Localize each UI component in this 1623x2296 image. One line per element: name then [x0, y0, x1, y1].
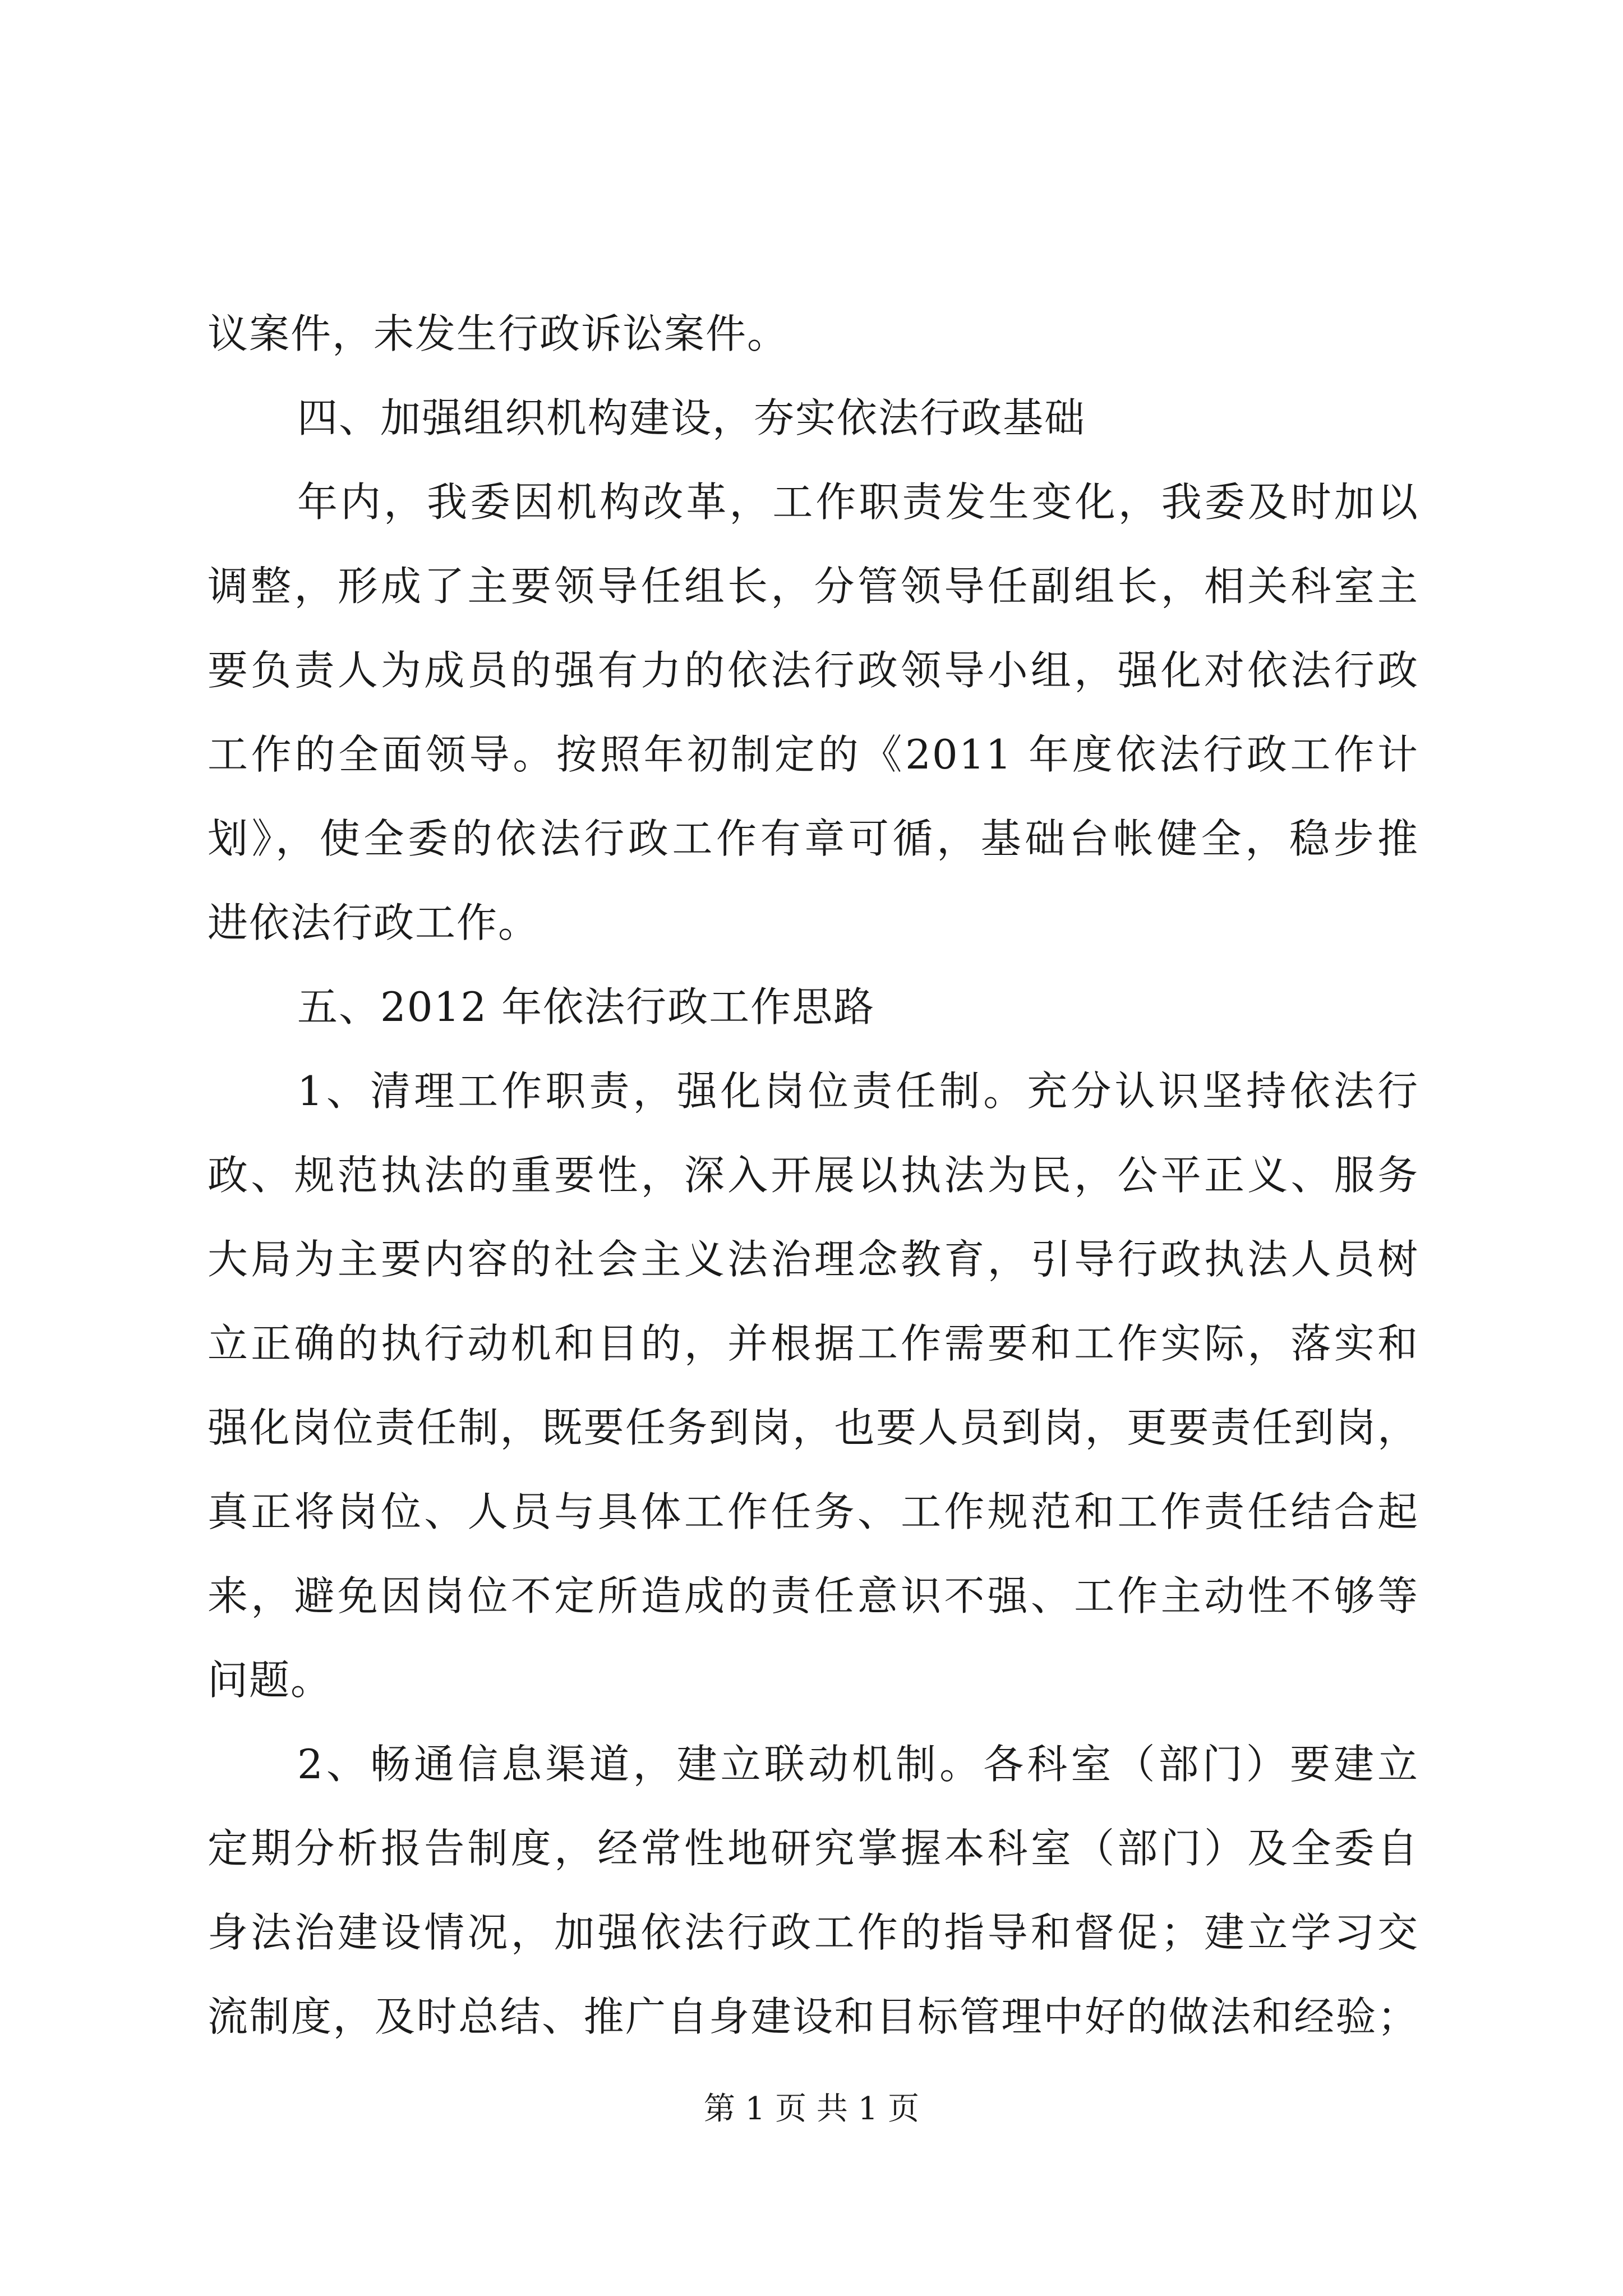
- document-body: [208, 292, 1419, 2059]
- paragraph-line: 1、清理工作职责，强化岗位责任制。充分认识坚持依法行: [297, 1068, 1419, 1115]
- paragraph-line: 年内，我委因机构改革，工作职责发生变化，我委及时加以: [297, 478, 1419, 526]
- paragraph-line: 进依法行政工作。: [208, 899, 540, 946]
- paragraph-line: 议案件，未发生行政诉讼案件。: [208, 310, 789, 357]
- paragraph-line: 调整，形成了主要领导任组长，分管领导任副组长，相关科室主: [208, 563, 1419, 610]
- paragraph-line: 政、规范执法的重要性，深入开展以执法为民，公平正义、服务: [208, 1152, 1419, 1199]
- paragraph-line: 大局为主要内容的社会主义法治理念教育，引导行政执法人员树: [208, 1236, 1419, 1283]
- section-heading: 四、加强组织机构建设，夯实依法行政基础: [297, 394, 1086, 441]
- section-heading: 五、2012 年依法行政工作思路: [297, 983, 875, 1030]
- paragraph-line: 2、畅通信息渠道，建立联动机制。各科室（部门）要建立: [297, 1741, 1419, 1788]
- paragraph-line: 立正确的执行动机和目的，并根据工作需要和工作实际，落实和: [208, 1320, 1419, 1367]
- paragraph-line: 工作的全面领导。按照年初制定的《2011 年度依法行政工作计: [208, 731, 1419, 778]
- paragraph-line: 定期分析报告制度，经常性地研究掌握本科室（部门）及全委自: [208, 1825, 1419, 1872]
- paragraph-line: 流制度，及时总结、推广自身建设和目标管理中好的做法和经验；: [208, 1993, 1419, 2040]
- paragraph-line: 强化岗位责任制，既要任务到岗，也要人员到岗，更要责任到岗，: [208, 1404, 1419, 1451]
- paragraph-line: 身法治建设情况，加强依法行政工作的指导和督促；建立学习交: [208, 1909, 1419, 1956]
- paragraph-line: 要负责人为成员的强有力的依法行政领导小组，强化对依法行政: [208, 647, 1419, 694]
- paragraph-line: 问题。: [208, 1657, 333, 1704]
- paragraph-line: 来，避免因岗位不定所造成的责任意识不强、工作主动性不够等: [208, 1572, 1419, 1619]
- page-footer: 第 1 页 共 1 页: [703, 2091, 920, 2127]
- paragraph-line: 真正将岗位、人员与具体工作任务、工作规范和工作责任结合起: [208, 1488, 1419, 1535]
- paragraph-line: 划》，使全委的依法行政工作有章可循，基础台帐健全，稳步推: [208, 815, 1419, 862]
